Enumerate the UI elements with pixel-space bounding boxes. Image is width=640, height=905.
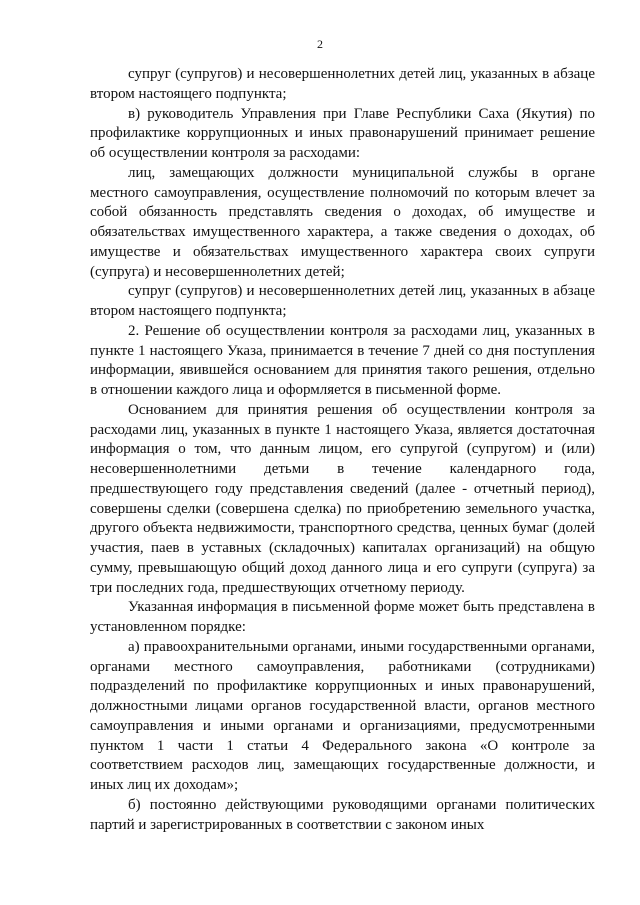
paragraph: Основанием для принятия решения об осуществлении контроля за расходами лиц, указанных в пункте 1 настоящего Указа, является достаточная информация о том, что данным лицом, его супругой (супругом) и (или) несовершеннолетними детьми в течение календарного года, предшествующего году представления сведений (далее - отчетный период), совершены сделки (совершена сделка) по приобретению земельного участка, другого объекта недвижимости, транспортного средства, ценных бумаг (долей участия, паев в уставных (складочных) капиталах организаций) на общую сумму, превышающую общий доход данного лица и его супруги (супруга) за три последних года, предшествующих отчетному периоду. <box>90 401 595 596</box>
paragraph: б) постоянно действующими руководящими органами политических партий и зарегистрированных в соответствии с законом иных <box>90 796 595 833</box>
paragraph: а) правоохранительными органами, иными государственными органами, органами местного самоуправления, работниками (сотрудниками) подразделений по профилактике коррупционных и иных правонарушений, должностными лицами органов государственной власти, органов местного самоуправления и иными органами и организациями, предусмотренными пунктом 1 части 1 статьи 4 Федерального закона «О контроле за соответствием расходов лиц, замещающих государственные должности, и иных лиц их доходам»; <box>90 638 595 793</box>
document-body <box>90 65 595 835</box>
paragraph: в) руководитель Управления при Главе Республики Саха (Якутия) по профилактике коррупционных и иных правонарушений принимает решение об осуществлении контроля за расходами: <box>90 105 595 161</box>
page-number: 2 <box>317 37 323 51</box>
paragraph: лиц, замещающих должности муниципальной службы в органе местного самоуправления, осуществление полномочий по которым влечет за собой обязанность представлять сведения о доходах, об имуществе и обязательствах имущественного характера, а также сведения о доходах, об имуществе и обязательствах имущественного характера своих супруги (супруга) и несовершеннолетних детей; <box>90 164 595 280</box>
paragraph: супруг (супругов) и несовершеннолетних детей лиц, указанных в абзаце втором настоящего подпункта; <box>90 66 595 102</box>
paragraph: супруг (супругов) и несовершеннолетних детей лиц, указанных в абзаце втором настоящего подпункта; <box>90 283 595 319</box>
paragraph: 2. Решение об осуществлении контроля за расходами лиц, указанных в пункте 1 настоящего Указа, принимается в течение 7 дней со дня поступления информации, явившейся основанием для принятия такого решения, отдельно в отношении каждого лица и оформляется в письменной форме. <box>90 322 595 398</box>
paragraph: Указанная информация в письменной форме может быть представлена в установленном порядке: <box>90 599 595 635</box>
